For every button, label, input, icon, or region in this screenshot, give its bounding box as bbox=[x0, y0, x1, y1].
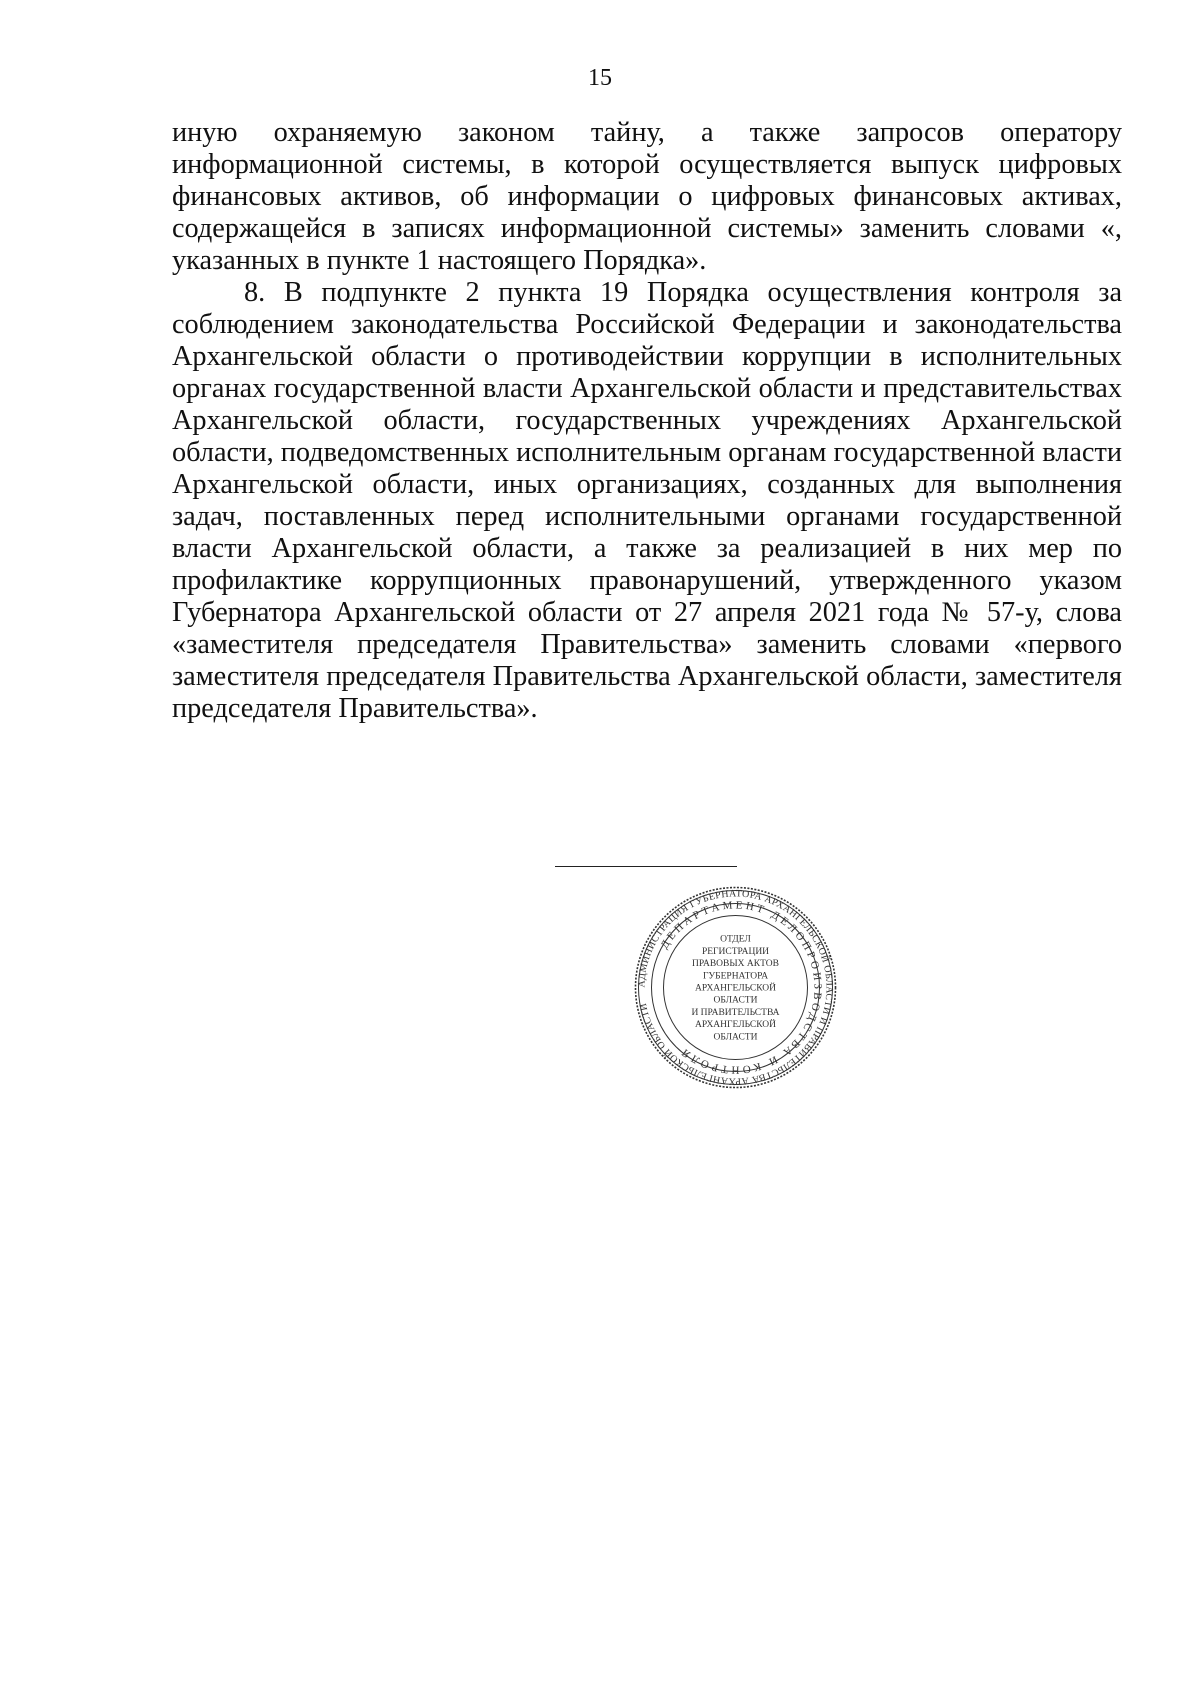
paragraph-continuation: иную охраняемую законом тайну, а также запросов оператору информационной системы, в которой осуществляется выпуск цифровых финансовых активов, об информации о цифровых финансовых активах, содержащейся в записях информационной системы» заменить словами «, указанных в пункте 1 настоящего Порядка». bbox=[172, 117, 1122, 276]
seal-center-line: И ПРАВИТЕЛЬСТВА bbox=[691, 1007, 780, 1018]
seal-outer-ring-text: АДМИНИСТРАЦИЯ ГУБЕРНАТОРА АРХАНГЕЛЬСКОЙ ОБЛАСТИ И ПРАВИТЕЛЬСТВА АРХАНГЕЛЬСКОЙ ОБЛАСТИ bbox=[636, 888, 835, 1087]
seal-center-line: РЕГИСТРАЦИИ bbox=[701, 946, 770, 957]
seal-inner-ring-text: ДЕПАРТАМЕНТ ДЕЛОПРОИЗВОДСТВА И КОНТРОЛЯ bbox=[658, 899, 824, 1076]
seal-center-line: ПРАВОВЫХ АКТОВ bbox=[692, 959, 779, 970]
official-seal-stamp bbox=[633, 885, 838, 1090]
seal-center-line: АРХАНГЕЛЬСКОЙ bbox=[694, 1020, 777, 1031]
end-of-document-line bbox=[555, 866, 737, 867]
seal-center-line: ОТДЕЛ bbox=[720, 934, 751, 945]
document-body bbox=[172, 117, 1122, 725]
seal-center-line: ОБЛАСТИ bbox=[713, 1032, 758, 1043]
seal-center-text bbox=[691, 935, 779, 1043]
page-number: 15 bbox=[588, 65, 612, 91]
seal-center-line: ГУБЕРНАТОРА bbox=[702, 971, 769, 982]
paragraph-item-8: 8. В подпункте 2 пункта 19 Порядка осуществления контроля за соблюдением законодательства Российской Федерации и законодательства Архангельской области о противодействии коррупции в исполнительных органах государственной власти Архангельской области и представительствах Архангельской области, государственных учреждениях Архангельской области, подведомственных исполнительным органам государственной власти Архангельской области, иных организациях, созданных для выполнения задач, поставленных перед исполнительными органами государственной власти Архангельской области, а также за реализацией в них мер по профилактике коррупционных правонарушений, утвержденного указом Губернатора Архангельской области от 27 апреля 2021 года № 57-у, слова «заместителя председателя Правительства» заменить словами «первого заместителя председателя Правительства Архангельской области, заместителя председателя Правительства». bbox=[172, 277, 1122, 724]
seal-center-line: ОБЛАСТИ bbox=[713, 995, 758, 1006]
seal-center-line: АРХАНГЕЛЬСКОЙ bbox=[694, 983, 777, 994]
seal-graphic bbox=[633, 885, 838, 1090]
